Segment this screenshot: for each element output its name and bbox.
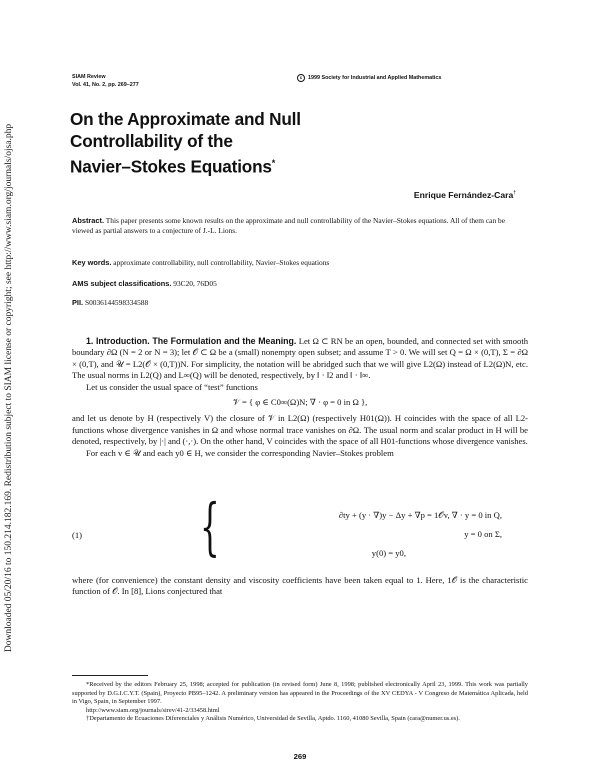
- keywords-text: approximate controllability, null controllability, Navier–Stokes equations: [113, 258, 330, 267]
- equation-number: (1): [72, 530, 83, 540]
- equation-test-space: 𝒱 = { φ ∈ C0∞(Ω)N; ∇ · φ = 0 in Ω },: [232, 397, 368, 408]
- paragraph-2: Let us consider the usual space of “test” functions: [86, 381, 258, 392]
- abstract-text: This paper presents some known results on the approximate and null controllability of the Navier–Stokes equations. All of them can be viewed as partial answers to a conjecture of J.-L. Lions.: [72, 216, 505, 235]
- title-footnote-mark: *: [271, 158, 276, 168]
- footnotes: [72, 681, 528, 724]
- footnote-received: *Received by the editors February 25, 1998; accepted for publication (in revised form) June 8, 1998; published electronically April 23, 1999. This work was partially supported by D.G.I.C.Y.T. (Spain), Proyecto PB95–1242. A preliminary version has appeared in the Proceedings of the XV CEDYA - V Congreso de Matemática Aplicada, held in Vigo, Spain, in September 1997.: [72, 681, 528, 706]
- page-number: 269: [293, 752, 307, 761]
- pii-label: PII.: [72, 298, 84, 307]
- pii-text: S0036144598334588: [84, 298, 149, 307]
- section-1: [72, 336, 528, 459]
- copyright-text: 1999 Society for Industrial and Applied Mathematics: [308, 75, 442, 81]
- ams-classification: [72, 279, 524, 289]
- pii: [72, 298, 524, 308]
- abstract-label: Abstract.: [72, 216, 105, 225]
- watermark-text: Downloaded 05/20/16 to 150.214.182.169. Redistribution subject to SIAM license or copyright; see http://www.siam.org/journals/ojsa.php: [4, 123, 14, 653]
- download-watermark: [2, 0, 16, 776]
- keywords: [72, 258, 524, 268]
- paragraph-5: where (for convenience) the constant density and viscosity coefficients have been taken equal to 1. Here, 1𝒪 is the characteristic function of 𝒪. In [8], Lions conjectured that: [72, 575, 528, 597]
- title-line-2: Controllability of the: [70, 131, 233, 151]
- author-footnote-mark: †: [513, 190, 516, 197]
- journal-volume: Vol. 41, No. 2, pp. 269–277: [72, 81, 139, 88]
- keywords-label: Key words.: [72, 258, 112, 267]
- section-heading: 1. Introduction. The Formulation and the Meaning.: [86, 336, 297, 346]
- paragraph-4: For each v ∈ 𝒰 and each y0 ∈ H, we consider the corresponding Navier–Stokes problem: [86, 447, 394, 458]
- author: [414, 190, 516, 200]
- journal-header: [72, 74, 139, 89]
- ams-text: 93C20, 76D05: [173, 279, 217, 288]
- ams-label: AMS subject classifications.: [72, 279, 172, 288]
- system-brace: {: [200, 490, 220, 563]
- footnote-affiliation: †Departamento de Ecuaciones Diferenciales y Análisis Numérico, Universidad de Sevilla, Aptdo. 1160, 41080 Sevilla, Spain (cara@numer.us.es).: [86, 715, 460, 723]
- system-line-1: ∂ty + (y · ∇)y − Δy + ∇p = 1𝒪v, ∇ · y = 0 in Q,: [338, 510, 502, 520]
- copyright-icon: c: [297, 74, 305, 82]
- copyright-header: [297, 74, 441, 82]
- author-name: Enrique Fernández-Cara: [413, 190, 514, 200]
- footnote-rule: [72, 675, 148, 676]
- title-line-3: Navier–Stokes Equations: [70, 156, 272, 177]
- navier-stokes-system: [72, 490, 528, 564]
- system-line-2: y = 0 on Σ,: [464, 529, 502, 539]
- paragraph-1: Let Ω ⊂ RN be an open, bounded, and connected set with smooth boundary ∂Ω (N = 2 or N = 3); let 𝒪 ⊂ Ω be a (small) nonempty open subset; and assume T > 0. We will set Q = Ω × (0,T), Σ = ∂Ω × (0,T), and 𝒰 = L2(𝒪 × (0,T))N. For simplicity, the notation will be abridged such that we will give L2(Ω) instead of L2(Ω)N, etc. The usual norms in L2(Q) and L∞(Q) will be denoted, respectively, by ‖ · ‖2 and ‖ · ‖∞.: [72, 336, 529, 381]
- paper-title: [70, 108, 301, 178]
- paragraph-5-block: [72, 575, 528, 598]
- paragraph-3: and let us denote by H (respectively V) the closure of 𝒱 in L2(Ω) (respectively H01(Ω)). H coincides with the space of all L2-functions whose divergence vanishes in Ω and whose normal trace vanishes on ∂Ω. The usual norm and scalar product in H will be denoted, respectively, by |·| and (·,·). On the other hand, V coincides with the space of all H01-functions whose divergence vanishes.: [72, 413, 528, 447]
- title-line-1: On the Approximate and Null: [70, 109, 301, 129]
- footnote-url[interactable]: http://www.siam.org/journals/sirev/41-2/33458.html: [86, 706, 220, 714]
- system-line-3: y(0) = y0,: [371, 548, 406, 558]
- journal-name: SIAM Review: [72, 74, 106, 80]
- abstract: [72, 216, 524, 236]
